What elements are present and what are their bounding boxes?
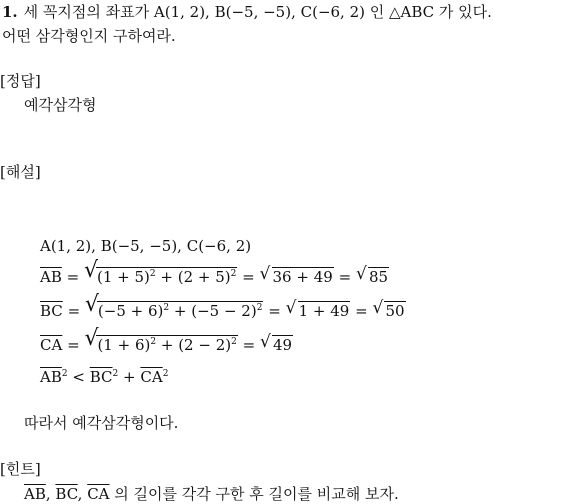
- segment-ab: $\overline{AB}$: [40, 268, 62, 286]
- equals-sign: =: [355, 302, 368, 320]
- plus-sign: +: [123, 368, 136, 386]
- question-text-2: 어떤 삼각형인지 구하여라.: [2, 27, 176, 45]
- conclusion-text: 따라서 예각삼각형이다.: [24, 414, 179, 432]
- inequality-line: $\overline{AB}^2 < \overline{BC}^2 + \overline{CA}^2$: [40, 368, 169, 386]
- ab-length-line: [40, 267, 389, 287]
- sqrt-ab-expression: [84, 267, 237, 287]
- equals-sign: =: [338, 268, 352, 286]
- answer-label: [정답]: [0, 72, 41, 90]
- hint-text: 의 길이를 각각 구한 후 길이를 비교해 보자.: [114, 485, 399, 503]
- segment-bc: $\overline{BC}$: [55, 485, 78, 503]
- equals-sign: =: [66, 268, 80, 286]
- segment-bc: $\overline{BC}$: [89, 368, 113, 386]
- sqrt-bc-final: √ 50: [372, 301, 405, 321]
- sqrt-bc-expression: [85, 301, 264, 321]
- segment-ca: $\overline{CA}$: [40, 336, 63, 354]
- explanation-label: [해설]: [0, 163, 41, 181]
- radicand-ab: $(1 + 5)^2 + (2 + 5)^2$: [97, 268, 237, 286]
- answer-text: 예각삼각형: [24, 96, 97, 114]
- sqrt-bc-mid: √ 1 + 49: [286, 301, 351, 321]
- segment-ca: $\overline{CA}$: [140, 368, 163, 386]
- segment-ca: $\overline{CA}$: [87, 485, 110, 503]
- hint-label: [힌트]: [0, 460, 41, 478]
- radicand-ca: $(1 + 6)^2 + (2 - 2)^2$: [97, 336, 237, 354]
- sqrt-ab-mid: √ 36 + 49: [260, 267, 334, 287]
- radicand-bc: $(-5 + 6)^2 + (-5 - 2)^2$: [97, 302, 263, 320]
- hint-line: $\overline{AB}$, $\overline{BC}$, $\overline{CA}$ 의 길이를 각각 구한 후 길이를 비교해 보자.: [24, 485, 399, 503]
- ca-length-line: [40, 335, 293, 355]
- question-line-2: [2, 26, 176, 46]
- equals-sign: =: [67, 336, 80, 354]
- equals-sign: =: [242, 336, 256, 354]
- segment-ab: $\overline{AB}$: [40, 368, 62, 386]
- sqrt-ca-expression: [84, 335, 237, 355]
- question-line-1: [2, 2, 492, 22]
- question-text-1: 세 꼭지점의 좌표가 A(1, 2), B(−5, −5), C(−6, 2) 인 △ABC 가 있다.: [23, 3, 492, 21]
- segment-bc: $\overline{BC}$: [40, 302, 63, 320]
- segment-ab: $\overline{AB}$: [24, 485, 46, 503]
- bc-length-line: [40, 301, 406, 321]
- equals-sign: =: [67, 302, 81, 320]
- sqrt-ca-final: √ 49: [260, 335, 293, 355]
- equals-sign: =: [242, 268, 255, 286]
- less-than-sign: <: [72, 368, 85, 386]
- equals-sign: =: [268, 302, 281, 320]
- points-line: A(1, 2), B(−5, −5), C(−6, 2): [40, 237, 252, 255]
- question-number: 1.: [2, 3, 18, 21]
- sqrt-ab-final: √ 85: [356, 267, 389, 287]
